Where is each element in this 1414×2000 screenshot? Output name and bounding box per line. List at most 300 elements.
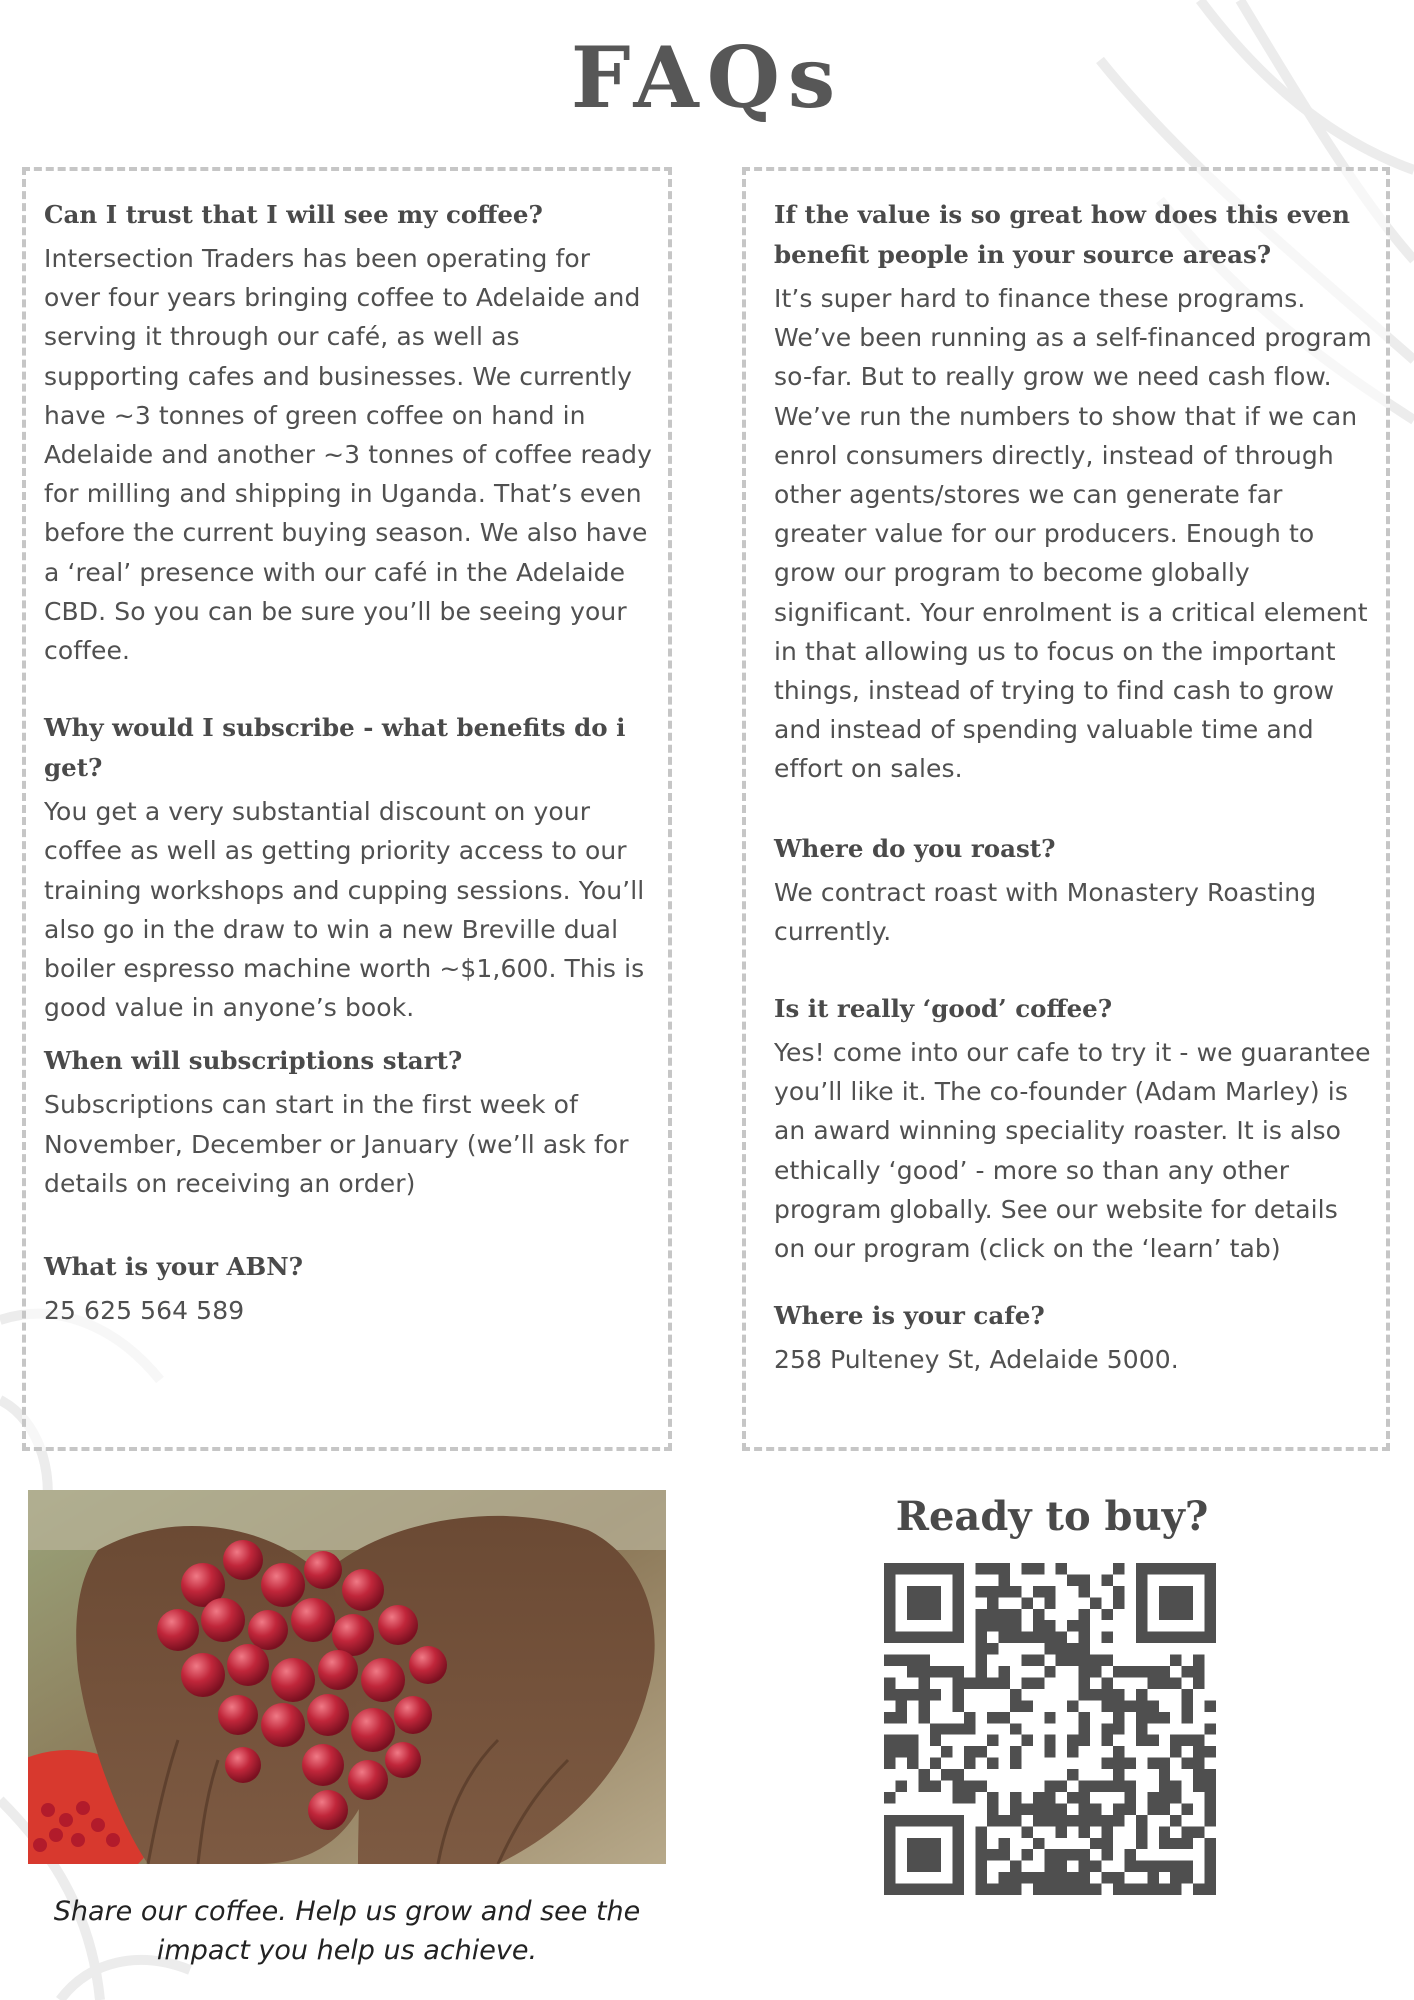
qr-module — [884, 1872, 895, 1883]
qr-module — [1136, 1838, 1147, 1849]
qr-module — [1205, 1609, 1216, 1620]
qr-module — [1090, 1884, 1101, 1895]
qr-module — [1159, 1803, 1170, 1814]
qr-module — [907, 1632, 918, 1643]
qr-module — [998, 1574, 1009, 1585]
qr-module — [953, 1609, 964, 1620]
qr-module — [1102, 1758, 1113, 1769]
qr-module — [1170, 1735, 1181, 1746]
qr-module — [1079, 1861, 1090, 1872]
qr-module — [1113, 1758, 1124, 1769]
qr-module — [1067, 1643, 1078, 1654]
qr-module — [1147, 1712, 1158, 1723]
page-title: FAQs — [570, 28, 844, 127]
qr-module — [1021, 1563, 1032, 1574]
qr-module — [987, 1815, 998, 1826]
qr-module — [1170, 1861, 1181, 1872]
qr-module — [1010, 1586, 1021, 1597]
qr-module — [884, 1563, 895, 1574]
qr-module — [1147, 1700, 1158, 1711]
qr-module — [1090, 1666, 1101, 1677]
qr-module — [1124, 1666, 1135, 1677]
qr-module — [1136, 1826, 1147, 1837]
qr-module — [987, 1712, 998, 1723]
qr-module — [1136, 1815, 1147, 1826]
qr-module — [1033, 1815, 1044, 1826]
qr-module — [976, 1620, 987, 1631]
qr-module — [1124, 1884, 1135, 1895]
qr-module — [1079, 1872, 1090, 1883]
qr-module — [1010, 1861, 1021, 1872]
faq-answer: We contract roast with Monastery Roasting currently. — [774, 877, 1317, 946]
qr-module — [1182, 1826, 1193, 1837]
faq-item — [774, 1296, 1372, 1379]
qr-module — [884, 1655, 895, 1666]
qr-module — [1113, 1781, 1124, 1792]
qr-module — [918, 1597, 929, 1608]
qr-module — [1159, 1838, 1170, 1849]
qr-module — [884, 1689, 895, 1700]
qr-module — [1079, 1643, 1090, 1654]
qr-module — [1102, 1632, 1113, 1643]
qr-module — [1136, 1632, 1147, 1643]
qr-module — [1147, 1677, 1158, 1688]
qr-module — [1010, 1872, 1021, 1883]
qr-module — [1067, 1792, 1078, 1803]
qr-module — [1182, 1861, 1193, 1872]
qr-module — [1182, 1735, 1193, 1746]
qr-module — [1205, 1563, 1216, 1574]
qr-module — [930, 1666, 941, 1677]
qr-module — [1124, 1792, 1135, 1803]
qr-module — [884, 1574, 895, 1585]
photo-caption: Share our coffee. Help us grow and see the impact you help us achieve. — [53, 1896, 641, 1966]
qr-module — [964, 1758, 975, 1769]
qr-module — [976, 1838, 987, 1849]
qr-module — [987, 1597, 998, 1608]
qr-module — [1102, 1609, 1113, 1620]
qr-module — [941, 1746, 952, 1757]
ready-to-buy-heading: Ready to buy? — [895, 1493, 1209, 1540]
qr-module — [1021, 1700, 1032, 1711]
qr-module — [1033, 1620, 1044, 1631]
qr-module — [1067, 1815, 1078, 1826]
qr-module — [953, 1586, 964, 1597]
qr-module — [1021, 1655, 1032, 1666]
qr-module — [907, 1655, 918, 1666]
qr-module — [1079, 1826, 1090, 1837]
qr-module — [953, 1826, 964, 1837]
qr-module — [1205, 1861, 1216, 1872]
qr-module — [941, 1632, 952, 1643]
faq-item — [774, 829, 1372, 951]
qr-module — [930, 1597, 941, 1608]
faq-panel-left — [22, 167, 672, 1451]
qr-module — [895, 1735, 906, 1746]
qr-module — [953, 1838, 964, 1849]
qr-module — [976, 1643, 987, 1654]
qr-module — [1182, 1632, 1193, 1643]
faq-answer: 258 Pulteney St, Adelaide 5000. — [774, 1345, 1179, 1375]
qr-module — [1170, 1884, 1181, 1895]
qr-module — [1021, 1677, 1032, 1688]
qr-module — [907, 1815, 918, 1826]
qr-module — [998, 1815, 1009, 1826]
faq-item — [44, 1041, 654, 1203]
qr-module — [918, 1586, 929, 1597]
qr-module — [1067, 1746, 1078, 1757]
qr-module — [1056, 1563, 1067, 1574]
qr-module — [1205, 1815, 1216, 1826]
qr-module — [930, 1861, 941, 1872]
qr-module — [953, 1632, 964, 1643]
qr-module — [1205, 1700, 1216, 1711]
faq-item — [44, 1247, 654, 1330]
qr-module — [976, 1666, 987, 1677]
qr-module — [918, 1838, 929, 1849]
qr-module — [953, 1781, 964, 1792]
qr-module — [1021, 1597, 1032, 1608]
qr-module — [884, 1746, 895, 1757]
qr-module — [987, 1803, 998, 1814]
qr-module — [884, 1826, 895, 1837]
qr-module — [1102, 1872, 1113, 1883]
qr-module — [1079, 1609, 1090, 1620]
qr-module — [895, 1746, 906, 1757]
qr-module — [1136, 1574, 1147, 1585]
faq-item — [44, 708, 654, 1027]
faq-answer: Intersection Traders has been operating for over four years bringing coffee to Adelaide and serving it through our café, as well as supporting cafes and businesses. We currently have ~3 tonnes of green coffee on hand in Adelaide and another ~3 tonnes of coffee ready for milling and shipping in Uganda. That’s even before the current buying season. We also have a ‘real’ presence with our café in the Adelaide CBD. So you can be sure you’ll be seeing your coffee. — [44, 244, 653, 666]
qr-module — [1021, 1803, 1032, 1814]
qr-module — [1113, 1723, 1124, 1734]
qr-module — [1147, 1735, 1158, 1746]
qr-module — [930, 1689, 941, 1700]
qr-module — [1193, 1666, 1204, 1677]
qr-module — [884, 1586, 895, 1597]
qr-module — [1182, 1563, 1193, 1574]
qr-module — [1147, 1872, 1158, 1883]
qr-module — [1044, 1586, 1055, 1597]
qr-module — [918, 1769, 929, 1780]
qr-module — [953, 1792, 964, 1803]
qr-module — [1182, 1872, 1193, 1883]
qr-module — [953, 1700, 964, 1711]
qr-module — [976, 1632, 987, 1643]
qr-module — [987, 1735, 998, 1746]
qr-module — [1193, 1769, 1204, 1780]
qr-module — [1159, 1884, 1170, 1895]
qr-module — [1147, 1666, 1158, 1677]
faq-question: Where is your cafe? — [774, 1301, 1045, 1331]
qr-module — [953, 1574, 964, 1585]
qr-module — [1021, 1872, 1032, 1883]
qr-module — [1044, 1643, 1055, 1654]
qr-module — [941, 1769, 952, 1780]
qr-module — [1182, 1803, 1193, 1814]
qr-module — [1205, 1792, 1216, 1803]
qr-module — [1136, 1723, 1147, 1734]
qr-module — [998, 1872, 1009, 1883]
qr-module — [884, 1712, 895, 1723]
qr-module — [1113, 1815, 1124, 1826]
qr-module — [1010, 1689, 1021, 1700]
qr-module — [1170, 1792, 1181, 1803]
qr-module — [1159, 1609, 1170, 1620]
qr-module — [1067, 1884, 1078, 1895]
qr-module — [1205, 1632, 1216, 1643]
qr-module — [1136, 1712, 1147, 1723]
qr-module — [976, 1563, 987, 1574]
qr-module — [1044, 1849, 1055, 1860]
qr-module — [907, 1586, 918, 1597]
qr-module — [1147, 1884, 1158, 1895]
qr-module — [1021, 1632, 1032, 1643]
qr-module — [1033, 1792, 1044, 1803]
qr-module — [1124, 1700, 1135, 1711]
qr-module — [1079, 1677, 1090, 1688]
qr-module — [1079, 1815, 1090, 1826]
qr-module — [1044, 1712, 1055, 1723]
qr-module — [998, 1666, 1009, 1677]
qr-module — [1056, 1643, 1067, 1654]
qr-module — [907, 1597, 918, 1608]
qr-module — [964, 1723, 975, 1734]
qr-module — [1010, 1758, 1021, 1769]
qr-module — [964, 1792, 975, 1803]
qr-module — [1193, 1781, 1204, 1792]
qr-module — [987, 1849, 998, 1860]
qr-module — [1102, 1689, 1113, 1700]
qr-module — [918, 1849, 929, 1860]
qr-module — [1182, 1586, 1193, 1597]
qr-module — [907, 1666, 918, 1677]
qr-module — [918, 1666, 929, 1677]
qr-module — [1056, 1872, 1067, 1883]
qr-module — [987, 1792, 998, 1803]
qr-module — [1102, 1700, 1113, 1711]
qr-module — [884, 1632, 895, 1643]
qr-module — [1079, 1884, 1090, 1895]
qr-code-icon[interactable] — [884, 1563, 1216, 1895]
qr-module — [1136, 1884, 1147, 1895]
qr-module — [930, 1884, 941, 1895]
qr-module — [1182, 1609, 1193, 1620]
qr-module — [1044, 1781, 1055, 1792]
qr-module — [1044, 1735, 1055, 1746]
qr-module — [895, 1655, 906, 1666]
qr-module — [987, 1677, 998, 1688]
qr-module — [1182, 1712, 1193, 1723]
qr-module — [1044, 1620, 1055, 1631]
qr-module — [1010, 1723, 1021, 1734]
qr-module — [918, 1655, 929, 1666]
qr-module — [918, 1712, 929, 1723]
qr-module — [1113, 1803, 1124, 1814]
qr-module — [1079, 1666, 1090, 1677]
qr-module — [930, 1815, 941, 1826]
qr-module — [1033, 1884, 1044, 1895]
qr-module — [1090, 1861, 1101, 1872]
qr-module — [1205, 1803, 1216, 1814]
qr-module — [953, 1884, 964, 1895]
faq-question: When will subscriptions start? — [44, 1046, 463, 1076]
qr-module — [1010, 1746, 1021, 1757]
qr-module — [895, 1884, 906, 1895]
qr-module — [1056, 1815, 1067, 1826]
qr-module — [1010, 1884, 1021, 1895]
qr-module — [998, 1849, 1009, 1860]
qr-module — [1159, 1563, 1170, 1574]
faq-answer: 25 625 564 589 — [44, 1296, 245, 1326]
qr-module — [1159, 1781, 1170, 1792]
qr-module — [1079, 1620, 1090, 1631]
qr-module — [1067, 1655, 1078, 1666]
qr-module — [998, 1609, 1009, 1620]
qr-module — [884, 1838, 895, 1849]
qr-module — [1102, 1815, 1113, 1826]
qr-module — [1044, 1872, 1055, 1883]
qr-module — [907, 1838, 918, 1849]
qr-module — [976, 1849, 987, 1860]
qr-module — [1113, 1666, 1124, 1677]
qr-module — [1102, 1781, 1113, 1792]
qr-module — [1124, 1758, 1135, 1769]
faq-question: If the value is so great how does this even benefit people in your source areas? — [774, 200, 1350, 269]
qr-module — [1010, 1632, 1021, 1643]
qr-module — [918, 1815, 929, 1826]
qr-module — [1182, 1666, 1193, 1677]
qr-module — [976, 1826, 987, 1837]
qr-module — [1033, 1838, 1044, 1849]
qr-module — [1079, 1803, 1090, 1814]
qr-module — [1044, 1597, 1055, 1608]
qr-module — [976, 1884, 987, 1895]
qr-module — [895, 1781, 906, 1792]
qr-module — [1205, 1849, 1216, 1860]
qr-module — [1159, 1758, 1170, 1769]
qr-module — [1159, 1826, 1170, 1837]
qr-module — [1136, 1597, 1147, 1608]
qr-module — [1113, 1746, 1124, 1757]
qr-module — [1182, 1700, 1193, 1711]
qr-module — [1136, 1689, 1147, 1700]
qr-module — [884, 1758, 895, 1769]
qr-module — [1113, 1563, 1124, 1574]
qr-module — [930, 1849, 941, 1860]
qr-module — [1079, 1781, 1090, 1792]
qr-module — [1044, 1861, 1055, 1872]
qr-module — [1010, 1700, 1021, 1711]
qr-module — [1124, 1803, 1135, 1814]
qr-module — [1159, 1861, 1170, 1872]
qr-module — [1079, 1792, 1090, 1803]
qr-module — [953, 1620, 964, 1631]
qr-module — [1079, 1586, 1090, 1597]
qr-module — [976, 1677, 987, 1688]
qr-module — [884, 1815, 895, 1826]
qr-module — [941, 1815, 952, 1826]
qr-module — [1102, 1655, 1113, 1666]
qr-module — [1147, 1758, 1158, 1769]
qr-module — [918, 1677, 929, 1688]
qr-module — [1033, 1803, 1044, 1814]
qr-module — [1010, 1815, 1021, 1826]
qr-module — [941, 1666, 952, 1677]
qr-module — [1136, 1861, 1147, 1872]
qr-module — [1056, 1884, 1067, 1895]
faq-question: Is it really ‘good’ coffee? — [774, 994, 1113, 1024]
qr-module — [953, 1563, 964, 1574]
qr-module — [1090, 1815, 1101, 1826]
qr-module — [1067, 1735, 1078, 1746]
qr-module — [998, 1620, 1009, 1631]
qr-module — [953, 1597, 964, 1608]
qr-module — [1067, 1620, 1078, 1631]
qr-module — [1102, 1735, 1113, 1746]
qr-module — [1147, 1632, 1158, 1643]
qr-module — [964, 1781, 975, 1792]
qr-module — [1170, 1586, 1181, 1597]
qr-module — [953, 1861, 964, 1872]
qr-module — [1044, 1666, 1055, 1677]
qr-module — [1044, 1792, 1055, 1803]
qr-module — [976, 1872, 987, 1883]
qr-module — [998, 1586, 1009, 1597]
qr-module — [941, 1723, 952, 1734]
qr-module — [1056, 1655, 1067, 1666]
qr-module — [976, 1655, 987, 1666]
qr-module — [1056, 1861, 1067, 1872]
qr-module — [1113, 1872, 1124, 1883]
qr-module — [907, 1849, 918, 1860]
qr-module — [1021, 1735, 1032, 1746]
qr-module — [1044, 1746, 1055, 1757]
qr-module — [1170, 1781, 1181, 1792]
qr-module — [930, 1723, 941, 1734]
qr-module — [1113, 1884, 1124, 1895]
qr-module — [918, 1632, 929, 1643]
qr-module — [918, 1861, 929, 1872]
qr-module — [953, 1849, 964, 1860]
qr-module — [895, 1632, 906, 1643]
qr-module — [1033, 1609, 1044, 1620]
qr-module — [907, 1884, 918, 1895]
qr-module — [884, 1861, 895, 1872]
qr-module — [1090, 1838, 1101, 1849]
qr-module — [1159, 1597, 1170, 1608]
qr-module — [1079, 1632, 1090, 1643]
qr-module — [1090, 1803, 1101, 1814]
qr-module — [1136, 1666, 1147, 1677]
qr-module — [976, 1746, 987, 1757]
qr-module — [1193, 1758, 1204, 1769]
faq-answer: Yes! come into our cafe to try it - we guarantee you’ll like it. The co-founder (Adam Marley) is an award winning speciality roaster. It is also ethically ‘good’ - more so than any other program globally. See our website for details on our program (click on the ‘learn’ tab) — [774, 1038, 1371, 1264]
qr-module — [918, 1781, 929, 1792]
qr-module — [884, 1620, 895, 1631]
qr-module — [1010, 1620, 1021, 1631]
faq-answer: It’s super hard to finance these programs. We’ve been running as a self-financed program so-far. But to really grow we need cash flow. We’ve run the numbers to show that if we can enrol consumers directly, instead of through other agents/stores we can generate far greater value for our producers. Enough to grow our program to become globally significant. Your enrolment is a critical element in that allowing us to focus on the important things, instead of trying to find cash to grow and instead of spending valuable time and effort on sales. — [774, 284, 1372, 784]
qr-module — [930, 1609, 941, 1620]
qr-module — [930, 1838, 941, 1849]
qr-module — [1067, 1872, 1078, 1883]
qr-module — [1182, 1597, 1193, 1608]
qr-module — [884, 1609, 895, 1620]
faq-item — [774, 195, 1372, 789]
qr-module — [1033, 1586, 1044, 1597]
qr-module — [1170, 1746, 1181, 1757]
qr-module — [895, 1563, 906, 1574]
qr-module — [987, 1884, 998, 1895]
